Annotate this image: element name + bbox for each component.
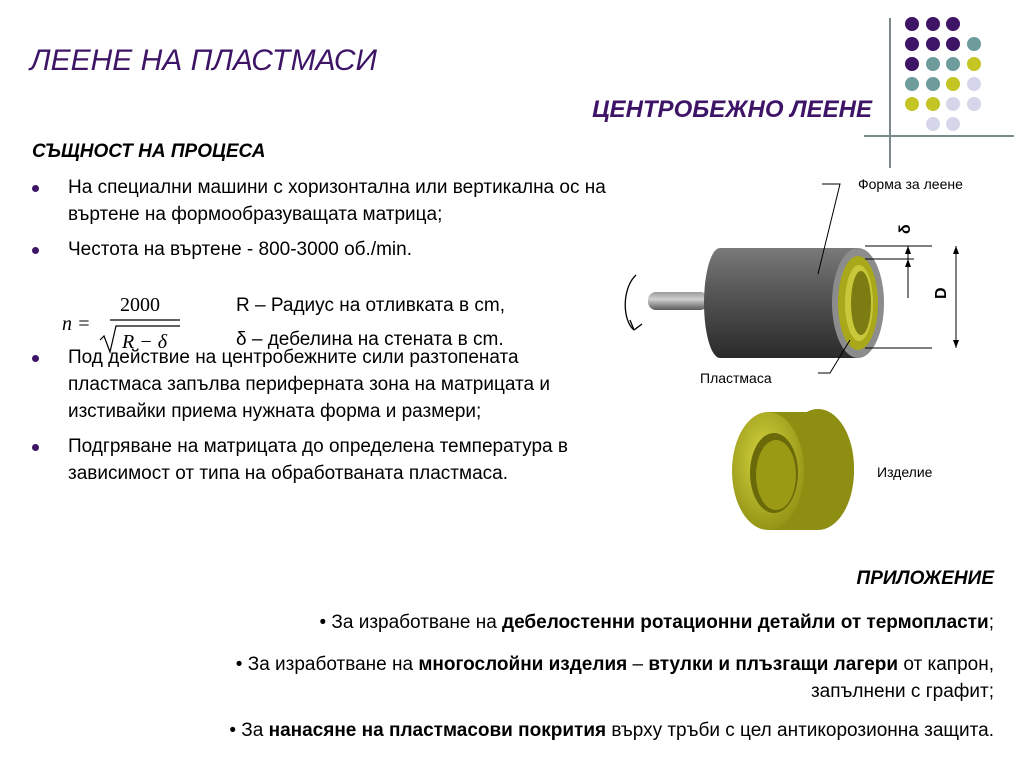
rotation-formula xyxy=(62,290,222,356)
decor-dot xyxy=(926,77,940,91)
list-item xyxy=(30,236,615,263)
bullet-icon xyxy=(32,185,39,192)
decor-dot xyxy=(946,117,960,131)
app-text-bold: нанасяне на пластмасови покрития xyxy=(268,720,607,741)
decor-dot xyxy=(946,77,960,91)
list-item xyxy=(30,174,615,228)
formula-def-r: R – Радиус на отливката в cm, xyxy=(236,295,505,316)
application-item xyxy=(236,651,994,678)
product-label: Изделие xyxy=(877,464,933,480)
decor-dot xyxy=(905,17,919,31)
D-label: D xyxy=(933,287,950,299)
decor-dot xyxy=(926,57,940,71)
decor-dot xyxy=(946,97,960,111)
plastic-label: Пластмаса xyxy=(700,370,772,386)
app-text: върху тръби с цел антикорозионна защита. xyxy=(606,720,994,741)
slide-subtitle: ЦЕНТРОБЕЖНО ЛЕЕНЕ xyxy=(592,96,872,123)
formula-denominator: R − δ xyxy=(122,331,168,353)
slide-title: ЛЕЕНЕ НА ПЛАСТМАСИ xyxy=(30,44,378,77)
mold-label: Форма за леене xyxy=(858,176,963,192)
list-item-text: Под действие на центробежните сили разтопената пластмаса запълва периферната зона на матрицата и изстивайки приема нужната форма и размери; xyxy=(68,347,550,422)
formula-numerator: 2000 xyxy=(120,294,160,316)
arrowhead-icon xyxy=(905,259,911,267)
delta-label: δ xyxy=(897,224,914,234)
decor-dot xyxy=(905,77,919,91)
decor-dot xyxy=(967,97,981,111)
application-item xyxy=(319,609,994,636)
decor-dot xyxy=(926,17,940,31)
application-item-cont: запълнени с графит; xyxy=(810,681,994,702)
formula-lhs: n = xyxy=(62,313,91,335)
decor-vertical-line xyxy=(889,18,891,168)
list-item xyxy=(30,433,615,487)
decor-dot xyxy=(967,77,981,91)
decor-dot xyxy=(946,37,960,51)
list-item xyxy=(30,344,615,425)
app-text-bold: многослойни изделия xyxy=(418,654,628,675)
decor-dot xyxy=(967,37,981,51)
cavity xyxy=(851,271,871,335)
bullet-icon xyxy=(32,355,39,362)
list-item-text: Подгряване на матрицата до определена температура в зависимост от типа на обработваната пластмаса. xyxy=(68,436,568,484)
application-heading: ПРИЛОЖЕНИЕ xyxy=(856,568,994,589)
decor-dot xyxy=(905,57,919,71)
app-text: • За изработване на xyxy=(319,612,503,633)
app-text: • За xyxy=(229,720,269,741)
bullet-icon xyxy=(32,247,39,254)
app-text: • За изработване на xyxy=(235,654,419,675)
product-image xyxy=(732,409,854,530)
arrowhead-icon xyxy=(953,340,959,348)
decor-dot xyxy=(946,17,960,31)
application-item xyxy=(229,717,994,744)
decor-dot xyxy=(926,117,940,131)
app-text: ; xyxy=(988,612,994,633)
app-text: от капрон, xyxy=(898,654,994,675)
app-text-bold: дебелостенни ротационни детайли от термопласти xyxy=(502,612,989,633)
decor-dot xyxy=(967,57,981,71)
formula-def-delta: δ – дебелина на стената в cm. xyxy=(236,329,504,350)
list-item-text: Честота на въртене - 800-3000 об./min. xyxy=(68,239,413,260)
bullet-icon xyxy=(32,444,39,451)
decor-dot xyxy=(905,97,919,111)
decor-horizontal-line xyxy=(864,135,1014,137)
app-text-bold: втулки и плъзгащи лагери xyxy=(648,654,899,675)
decor-dot xyxy=(905,37,919,51)
list-item-text: На специални машини с хоризонтална или вертикална ос на въртене на формообразуващата матрица; xyxy=(68,177,606,225)
arrowhead-icon xyxy=(905,246,911,254)
arrowhead-icon xyxy=(953,246,959,254)
decor-dot xyxy=(926,97,940,111)
shaft xyxy=(648,292,708,310)
centrifugal-mold-diagram xyxy=(618,170,1018,530)
section-heading: СЪЩНОСТ НА ПРОЦЕСА xyxy=(32,141,266,162)
decor-dot xyxy=(946,57,960,71)
app-text: – xyxy=(627,654,649,675)
decor-dot xyxy=(926,37,940,51)
